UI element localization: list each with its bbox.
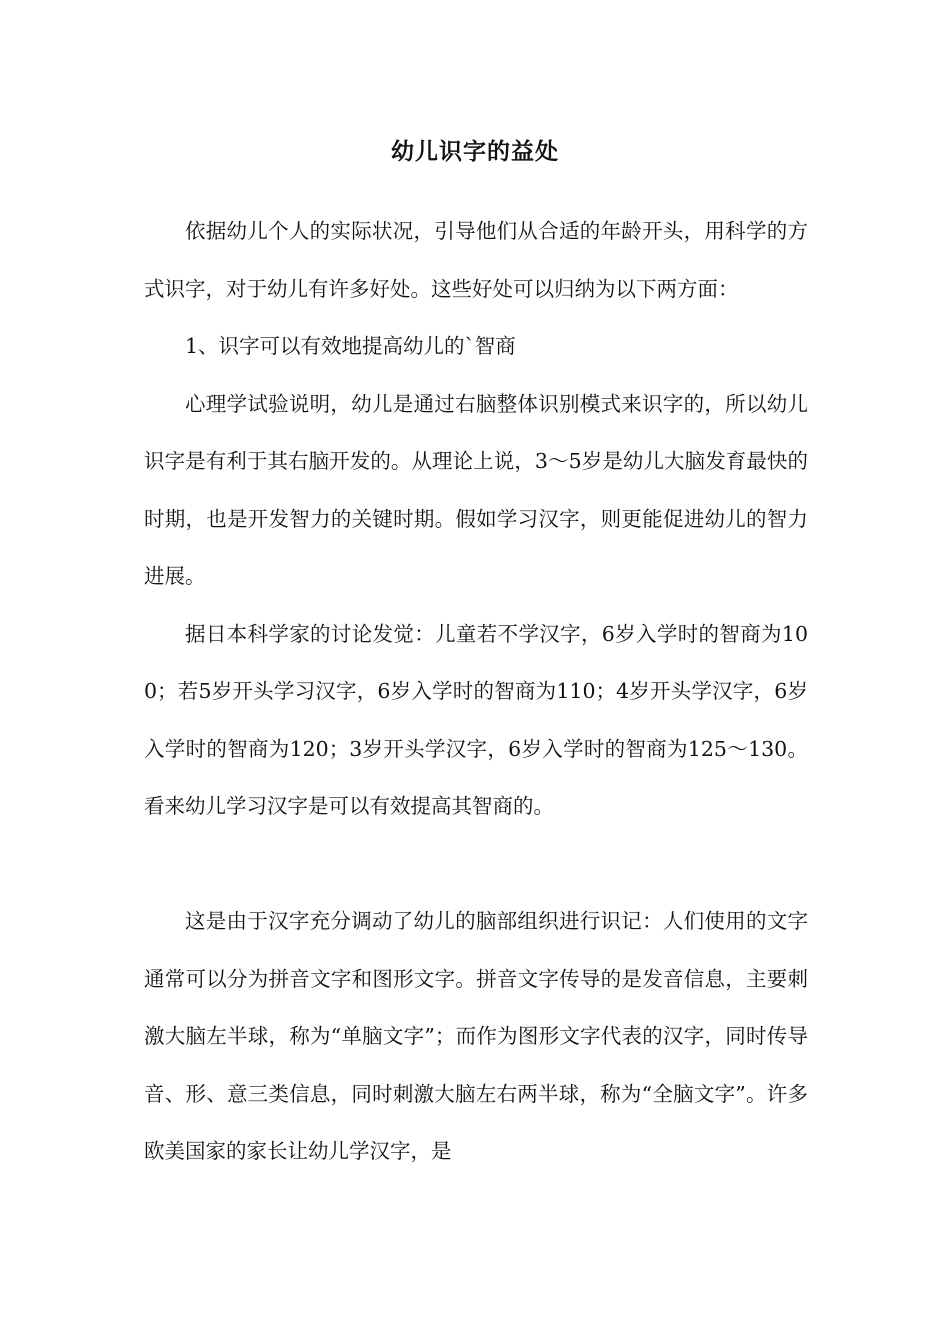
document-title: 幼儿识字的益处 [391,138,559,165]
paragraph-whole-brain: 这是由于汉字充分调动了幼儿的脑部组织进行识记：人们使用的文字通常可以分为拼音文字和图形文字。拼音文字传导的是发音信息，主要刺激大脑左半球，称为“单脑文字”；而作为图形文字代表的汉字，同时传导音、形、意三类信息，同时刺激大脑左右两半球，称为“全脑文字”。许多欧美国家的家长让幼儿学汉字，是 [144,909,808,1163]
paragraph-psychology: 心理学试验说明，幼儿是通过右脑整体识别模式来识字的，所以幼儿识字是有利于其右脑开发的。从理论上说，3～5岁是幼儿大脑发育最快的时期，也是开发智力的关键时期。假如学习汉字，则更能促进幼儿的智力进展。 [144,391,808,588]
paragraph-intro: 依据幼儿个人的实际状况，引导他们从合适的年龄开头，用科学的方式识字，对于幼儿有许多好处。这些好处可以归纳为以下两方面： [144,219,808,301]
paragraph-gap [144,836,808,894]
document-body [144,203,808,1181]
paragraph-heading-iq: 1、识字可以有效地提高幼儿的`智商 [185,334,516,358]
paragraph-japan-study: 据日本科学家的讨论发觉：儿童若不学汉字，6岁入学时的智商为100；若5岁开头学习汉字，6岁入学时的智商为110；4岁开头学汉字，6岁入学时的智商为120；3岁开头学汉字，6岁入学时的智商为125～130。看来幼儿学习汉字是可以有效提高其智商的。 [144,621,808,818]
